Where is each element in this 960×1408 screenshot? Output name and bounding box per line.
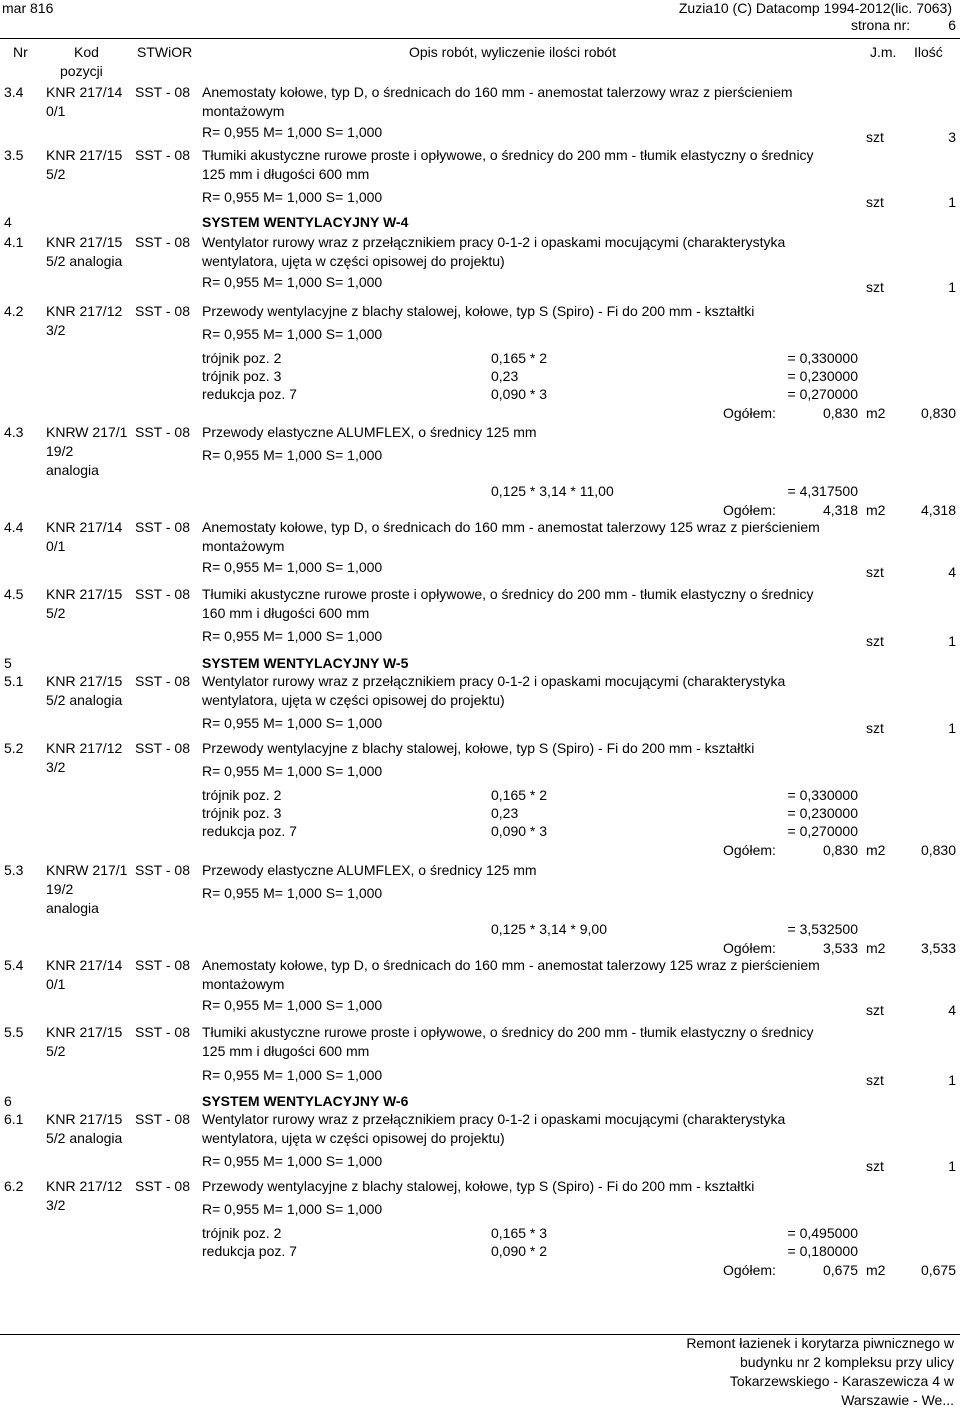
position-code: 5/2 [46, 1043, 66, 1059]
stwior-code: SST - 08 [135, 234, 190, 250]
position-code: KNRW 217/1 [46, 862, 128, 878]
section-title: SYSTEM WENTYLACYJNY W-4 [202, 214, 409, 230]
position-code: 0/1 [46, 538, 66, 554]
position-code: analogia [46, 900, 99, 916]
total-value: 4,318 [822, 502, 858, 518]
calc-item-name: trójnik poz. 2 [202, 787, 282, 803]
position-code: KNR 217/14 [46, 957, 123, 973]
col-ilosc: Ilość [914, 44, 943, 60]
footer-line: Warszawie - We... [841, 1392, 954, 1408]
position-description: Przewody elastyczne ALUMFLEX, o średnicy 125 mm [202, 862, 537, 878]
col-stwior: STWiOR [137, 44, 193, 60]
position-description: Tłumiki akustyczne rurowe proste i opływowe, o średnicy do 200 mm - tłumik elastyczny o średnicy [202, 147, 814, 163]
section-title: SYSTEM WENTYLACYJNY W-5 [202, 655, 409, 671]
position-description: wentylatora, ujęta w części opisowej do projektu) [202, 692, 505, 708]
quantity: 1 [948, 1158, 956, 1174]
total-label: Ogółem: [723, 1262, 776, 1278]
col-nr: Nr [13, 44, 28, 60]
quantity: 1 [948, 633, 956, 649]
rms-factors: R= 0,955 M= 1,000 S= 1,000 [202, 997, 383, 1013]
position-code: 5/2 [46, 166, 66, 182]
total-value: 0,830 [822, 842, 858, 858]
total-label: Ogółem: [723, 940, 776, 956]
calc-item-name: redukcja poz. 7 [202, 823, 297, 839]
position-code: 3/2 [46, 322, 66, 338]
position-code: KNR 217/14 [46, 84, 123, 100]
position-code: 0/1 [46, 103, 66, 119]
stwior-code: SST - 08 [135, 519, 190, 535]
unit: szt [866, 564, 884, 580]
calc-expression: 0,125 * 3,14 * 11,00 [491, 483, 614, 499]
unit: szt [866, 1072, 884, 1088]
quantity: 1 [948, 279, 956, 295]
calc-result: = 0,270000 [787, 823, 858, 839]
stwior-code: SST - 08 [135, 673, 190, 689]
calc-expression: 0,23 [491, 805, 519, 821]
position-code: KNR 217/15 [46, 586, 123, 602]
position-number: 4.4 [4, 519, 24, 535]
position-number: 4.5 [4, 586, 24, 602]
position-code: KNR 217/15 [46, 1024, 123, 1040]
total-value: 0,830 [822, 405, 858, 421]
stwior-code: SST - 08 [135, 740, 190, 756]
rms-factors: R= 0,955 M= 1,000 S= 1,000 [202, 189, 383, 205]
position-description: Wentylator rurowy wraz z przełącznikiem pracy 0-1-2 i opaskami mocującymi (charakterystyka [202, 234, 786, 250]
stwior-code: SST - 08 [135, 957, 190, 973]
section-number: 6 [4, 1093, 12, 1109]
calc-expression: 0,090 * 2 [491, 1243, 548, 1259]
rms-factors: R= 0,955 M= 1,000 S= 1,000 [202, 628, 383, 644]
rms-factors: R= 0,955 M= 1,000 S= 1,000 [202, 1201, 383, 1217]
stwior-code: SST - 08 [135, 1111, 190, 1127]
position-code: KNR 217/15 [46, 1111, 123, 1127]
calc-expression: 0,165 * 2 [491, 787, 548, 803]
quantity: 0,830 [920, 405, 956, 421]
calc-item-name: redukcja poz. 7 [202, 386, 297, 402]
position-code: 5/2 analogia [46, 253, 123, 269]
position-description: montażowym [202, 538, 285, 554]
rms-factors: R= 0,955 M= 1,000 S= 1,000 [202, 1153, 383, 1169]
position-number: 4.1 [4, 234, 24, 250]
position-code: KNR 217/12 [46, 740, 123, 756]
position-description: 125 mm i długości 600 mm [202, 166, 370, 182]
footer-line: Remont łazienek i korytarza piwnicznego w [686, 1335, 954, 1351]
calc-result: = 0,180000 [787, 1243, 858, 1259]
calc-expression: 0,125 * 3,14 * 9,00 [491, 921, 607, 937]
calc-result: = 4,317500 [787, 483, 858, 499]
stwior-code: SST - 08 [135, 424, 190, 440]
position-description: Wentylator rurowy wraz z przełącznikiem pracy 0-1-2 i opaskami mocującymi (charakterystyka [202, 673, 786, 689]
unit: szt [866, 633, 884, 649]
stwior-code: SST - 08 [135, 586, 190, 602]
quantity: 1 [948, 1072, 956, 1088]
position-description: Przewody wentylacyjne z blachy stalowej, kołowe, typ S (Spiro) - Fi do 200 mm - kształtki [202, 740, 755, 756]
position-code: 19/2 [46, 881, 74, 897]
unit: szt [866, 1158, 884, 1174]
position-description: Anemostaty kołowe, typ D, o średnicach do 160 mm - anemostat talerzowy 125 wraz z pierścieniem [202, 957, 820, 973]
position-code: 19/2 [46, 443, 74, 459]
unit: m2 [866, 940, 886, 956]
position-code: 3/2 [46, 759, 66, 775]
col-opis: Opis robót, wyliczenie ilości robót [409, 44, 616, 60]
quantity: 4 [948, 1002, 956, 1018]
position-code: KNR 217/15 [46, 147, 123, 163]
position-description: Tłumiki akustyczne rurowe proste i opływowe, o średnicy do 200 mm - tłumik elastyczny o średnicy [202, 1024, 814, 1040]
quantity: 4,318 [920, 502, 956, 518]
position-code: KNR 217/15 [46, 234, 123, 250]
col-kod-2: pozycji [60, 63, 103, 79]
calc-item-name: trójnik poz. 3 [202, 805, 282, 821]
calc-expression: 0,165 * 2 [491, 350, 548, 366]
calc-result: = 3,532500 [787, 921, 858, 937]
stwior-code: SST - 08 [135, 147, 190, 163]
unit: szt [866, 1002, 884, 1018]
position-number: 6.2 [4, 1178, 24, 1194]
unit: szt [866, 194, 884, 210]
unit: szt [866, 129, 884, 145]
position-description: montażowym [202, 976, 285, 992]
position-code: 5/2 analogia [46, 1130, 123, 1146]
stwior-code: SST - 08 [135, 1024, 190, 1040]
unit: m2 [866, 405, 886, 421]
quantity: 1 [948, 720, 956, 736]
position-code: KNR 217/15 [46, 673, 123, 689]
quantity: 4 [948, 564, 956, 580]
position-number: 5.4 [4, 957, 24, 973]
position-number: 4.3 [4, 424, 24, 440]
calc-item-name: trójnik poz. 3 [202, 368, 282, 384]
position-description: 160 mm i długości 600 mm [202, 605, 370, 621]
total-label: Ogółem: [723, 502, 776, 518]
position-code: analogia [46, 462, 99, 478]
position-description: Wentylator rurowy wraz z przełącznikiem pracy 0-1-2 i opaskami mocującymi (charakterystyka [202, 1111, 786, 1127]
col-kod: Kod [74, 44, 99, 60]
position-number: 5.5 [4, 1024, 24, 1040]
position-number: 5.1 [4, 673, 24, 689]
calc-expression: 0,090 * 3 [491, 823, 548, 839]
section-title: SYSTEM WENTYLACYJNY W-6 [202, 1093, 409, 1109]
col-jm: J.m. [870, 44, 897, 60]
position-description: Tłumiki akustyczne rurowe proste i opływowe, o średnicy do 200 mm - tłumik elastyczny o średnicy [202, 586, 814, 602]
rms-factors: R= 0,955 M= 1,000 S= 1,000 [202, 559, 383, 575]
rms-factors: R= 0,955 M= 1,000 S= 1,000 [202, 763, 383, 779]
position-description: 125 mm i długości 600 mm [202, 1043, 370, 1059]
unit: m2 [866, 1262, 886, 1278]
rms-factors: R= 0,955 M= 1,000 S= 1,000 [202, 447, 383, 463]
calc-item-name: redukcja poz. 7 [202, 1243, 297, 1259]
calc-result: = 0,330000 [787, 350, 858, 366]
calc-item-name: trójnik poz. 2 [202, 350, 282, 366]
rms-factors: R= 0,955 M= 1,000 S= 1,000 [202, 274, 383, 290]
position-description: Przewody elastyczne ALUMFLEX, o średnicy 125 mm [202, 424, 537, 440]
calc-result: = 0,230000 [787, 805, 858, 821]
page-number: 6 [948, 17, 956, 33]
position-description: Anemostaty kołowe, typ D, o średnicach do 160 mm - anemostat talerzowy wraz z pierścieniem [202, 84, 793, 100]
footer-line: Tokarzewskiego - Karaszewicza 4 w [729, 1373, 954, 1389]
rms-factors: R= 0,955 M= 1,000 S= 1,000 [202, 124, 383, 140]
position-code: KNR 217/14 [46, 519, 123, 535]
position-code: 0/1 [46, 976, 66, 992]
stwior-code: SST - 08 [135, 84, 190, 100]
position-description: Przewody wentylacyjne z blachy stalowej, kołowe, typ S (Spiro) - Fi do 200 mm - kształtki [202, 1178, 755, 1194]
calc-expression: 0,165 * 3 [491, 1225, 548, 1241]
total-label: Ogółem: [723, 842, 776, 858]
position-description: wentylatora, ujęta w części opisowej do projektu) [202, 253, 505, 269]
unit: m2 [866, 502, 886, 518]
rms-factors: R= 0,955 M= 1,000 S= 1,000 [202, 1067, 383, 1083]
position-number: 5.2 [4, 740, 24, 756]
position-description: Anemostaty kołowe, typ D, o średnicach do 160 mm - anemostat talerzowy 125 wraz z pierścieniem [202, 519, 820, 535]
quantity: 0,830 [920, 842, 956, 858]
total-value: 3,533 [822, 940, 858, 956]
position-description: wentylatora, ujęta w części opisowej do projektu) [202, 1130, 505, 1146]
section-number: 5 [4, 655, 12, 671]
calc-expression: 0,23 [491, 368, 519, 384]
position-code: 3/2 [46, 1197, 66, 1213]
stwior-code: SST - 08 [135, 1178, 190, 1194]
position-code: KNR 217/12 [46, 303, 123, 319]
position-code: 5/2 [46, 605, 66, 621]
position-number: 3.4 [4, 84, 24, 100]
calc-expression: 0,090 * 3 [491, 386, 548, 402]
position-number: 5.3 [4, 862, 24, 878]
position-number: 4.2 [4, 303, 24, 319]
position-number: 3.5 [4, 147, 24, 163]
footer-line: budynku nr 2 kompleksu przy ulicy [740, 1354, 954, 1370]
header-left: mar 816 [2, 0, 54, 16]
calc-result: = 0,495000 [787, 1225, 858, 1241]
unit: szt [866, 279, 884, 295]
position-code: KNR 217/12 [46, 1178, 123, 1194]
quantity: 3,533 [920, 940, 956, 956]
unit: m2 [866, 842, 886, 858]
quantity: 3 [948, 129, 956, 145]
rms-factors: R= 0,955 M= 1,000 S= 1,000 [202, 715, 383, 731]
stwior-code: SST - 08 [135, 303, 190, 319]
page-label: strona nr: [851, 17, 911, 33]
quantity: 1 [948, 194, 956, 210]
position-number: 6.1 [4, 1111, 24, 1127]
position-description: montażowym [202, 103, 285, 119]
total-label: Ogółem: [723, 405, 776, 421]
total-value: 0,675 [822, 1262, 858, 1278]
stwior-code: SST - 08 [135, 862, 190, 878]
calc-result: = 0,230000 [787, 368, 858, 384]
header-right: Zuzia10 (C) Datacomp 1994-2012(lic. 7063) [678, 0, 952, 16]
position-code: 5/2 analogia [46, 692, 123, 708]
section-number: 4 [4, 214, 12, 230]
calc-result: = 0,270000 [787, 386, 858, 402]
position-code: KNRW 217/1 [46, 424, 128, 440]
calc-item-name: trójnik poz. 2 [202, 1225, 282, 1241]
header-rule-top [0, 38, 960, 39]
quantity: 0,675 [920, 1262, 956, 1278]
rms-factors: R= 0,955 M= 1,000 S= 1,000 [202, 326, 383, 342]
position-description: Przewody wentylacyjne z blachy stalowej, kołowe, typ S (Spiro) - Fi do 200 mm - kształtki [202, 303, 755, 319]
rms-factors: R= 0,955 M= 1,000 S= 1,000 [202, 885, 383, 901]
unit: szt [866, 720, 884, 736]
calc-result: = 0,330000 [787, 787, 858, 803]
